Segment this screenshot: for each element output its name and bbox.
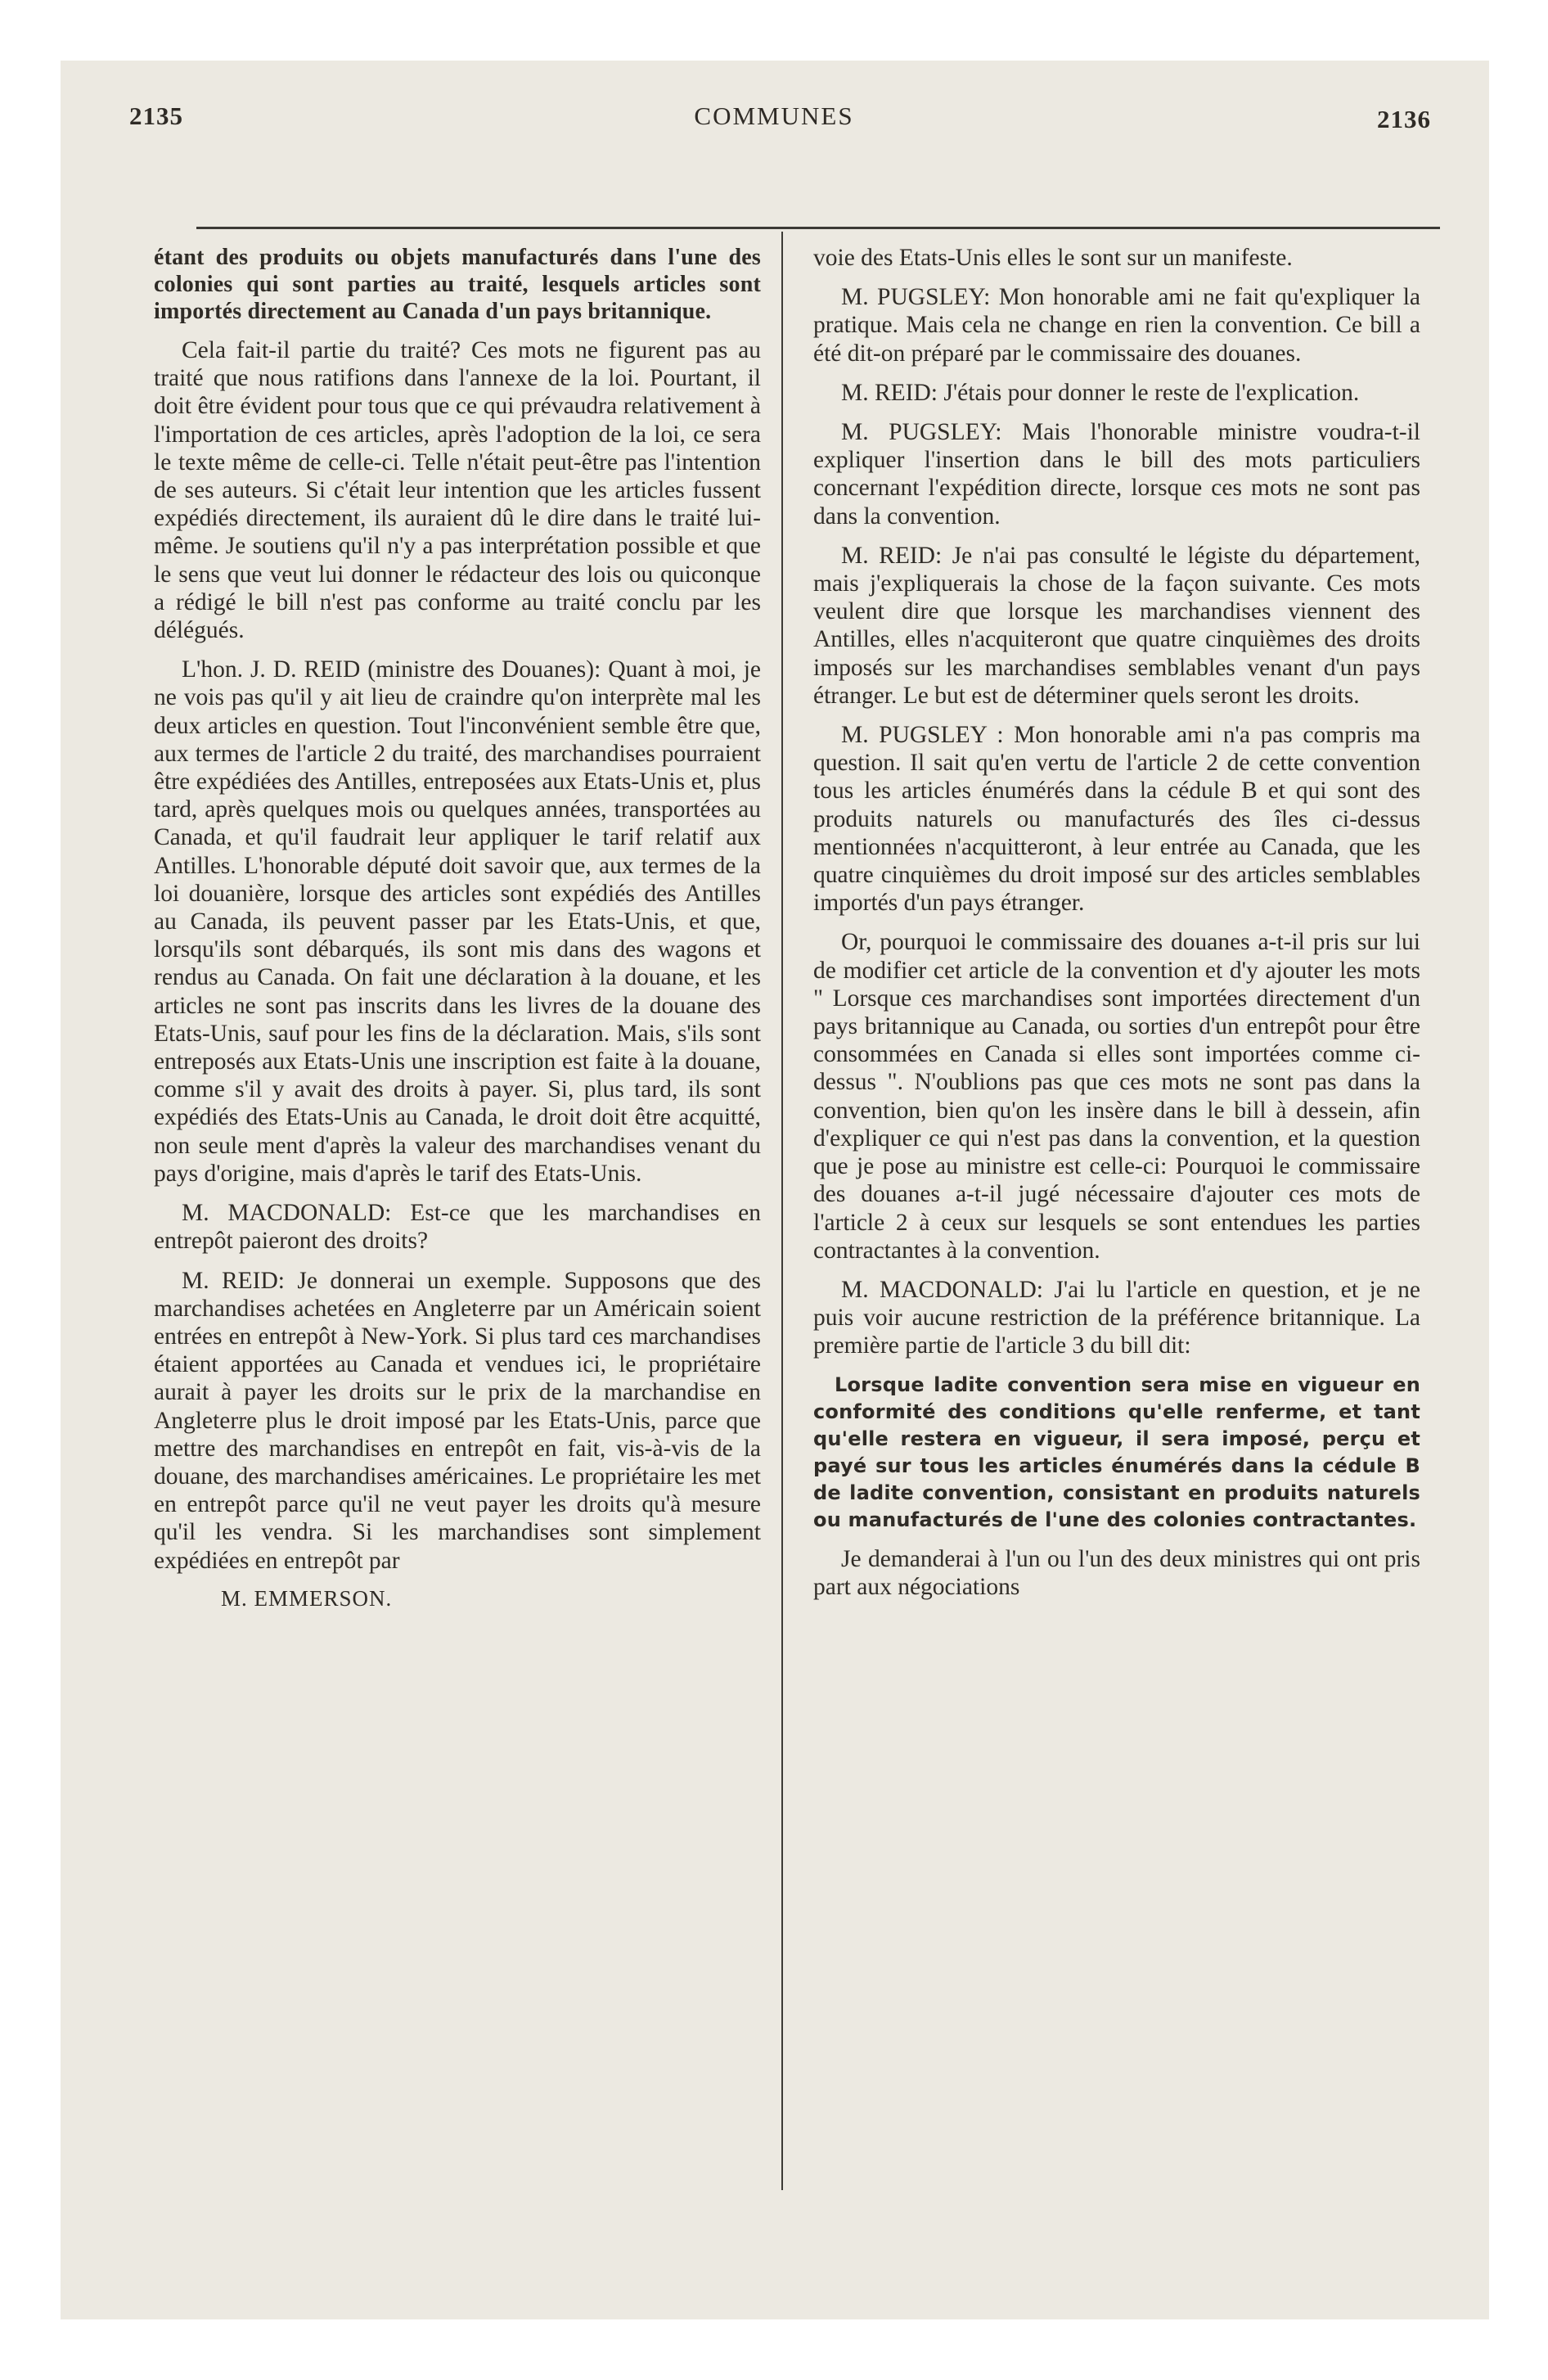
paragraph: L'hon. J. D. REID (ministre des Douanes): Quant à moi, je ne vois pas qu'il y ait lieu de craindre qu'on interprète mal les deux articles en question. Tout l'inconvénient semble être que, aux termes de l'article 2 du traité, des marchandises pourraient être expédiées des Antilles, entreposées aux Etats-Unis et, plus tard, après quelques mois ou quelques années, transportées au Canada, et qu'il faudrait leur appliquer le tarif relatif aux Antilles. L'honorable député doit savoir que, aux termes de la loi douanière, lorsque des articles sont expédiés des Antilles au Canada, ils peuvent passer par les Etats-Unis, et que, lorsqu'ils sont débarqués, ils sont mis dans des wagons et rendus au Canada. On fait une déclaration à la douane, et les articles ne sont pas inscrits dans les livres de la douane des Etats-Unis, sauf pour les fins de la déclaration. Mais, s'ils sont entreposés aux Etats-Unis une inscription est faite à la douane, comme s'il y avait des droits à payer. Si, plus tard, ils sont expédiés des Etats-Unis au Canada, le droit doit être acquitté, non seule ment d'après la valeur des marchandises venant du pays d'origine, mais d'après le tarif des Etats-Unis. (154, 656, 761, 1187)
paragraph: M. REID: J'étais pour donner le reste de l'explication. (841, 379, 1360, 406)
page-number-right: 2136 (1377, 105, 1431, 133)
paragraph: Je demanderai à l'un ou l'un des deux ministres qui ont pris part aux négociations (813, 1545, 1420, 1600)
left-column (154, 244, 761, 1611)
paragraph: Or, pourquoi le commissaire des douanes a-t-il pris sur lui de modifier cet article de la convention et d'y ajouter les mots " Lorsque ces marchandises sont importées directement d'un pays britannique au Canada, ou sorties d'un entrepôt pour être consommées en Canada si elles sont importées comme ci-dessus ". N'oublions pas que ces mots ne sont pas dans la convention, bien qu'on les insère dans le bill à dessein, afin d'expliquer ce qui n'est pas dans la convention, et la question que je pose au ministre est celle-ci: Pourquoi le commissaire des douanes a-t-il jugé nécessaire d'ajouter ces mots de l'article 2 à ceux sur lesquels se sont entendues les parties contractantes à la convention. (813, 929, 1420, 1264)
paragraph: étant des produits ou objets manufacturés dans l'une des colonies qui sont parties au traité, lesquels articles sont importés directement au Canada d'un pays britannique. (154, 245, 761, 324)
column-divider (781, 232, 783, 2190)
paragraph: M. MACDONALD: Est-ce que les marchandises en entrepôt paieront des droits? (154, 1200, 761, 1255)
quoted-text: Lorsque ladite convention sera mise en vigueur en conformité des conditions qu'elle renferme, et tant qu'elle restera en vigueur, il sera imposé, perçu et payé sur tous les articles énumérés dans la cédule B de ladite convention, consistant en produits naturels ou manufacturés de l'une des colonies contractantes. (813, 1373, 1420, 1531)
paragraph: M. MACDONALD: J'ai lu l'article en question, et je ne puis voir aucune restriction de la préférence britannique. La première partie de l'article 3 du bill dit: (813, 1276, 1420, 1359)
header-rule (196, 227, 1440, 229)
paragraph: M. PUGSLEY: Mais l'honorable ministre voudra-t-il expliquer l'insertion dans le bill des mots particuliers concernant l'expédition directe, lorsque ces mots ne sont pas dans la convention. (813, 419, 1420, 530)
page-number-left: 2135 (129, 101, 183, 130)
right-column (813, 244, 1420, 1612)
paragraph: M. PUGSLEY : Mon honorable ami n'a pas compris ma question. Il sait qu'en vertu de l'article 2 de cette convention tous les articles énumérés dans la cédule B et qui sont des produits naturels ou manufacturés des îles ci-dessus mentionnées n'acquitteront, à leur entrée au Canada, que les quatre cinquièmes du droit imposé sur des articles semblables importés d'un pays étranger. (813, 722, 1420, 917)
running-title: COMMUNES (694, 101, 854, 130)
signature-line: M. EMMERSON. (221, 1585, 393, 1611)
paragraph: voie des Etats-Unis elles le sont sur un manifeste. (813, 245, 1293, 271)
paragraph: M. REID: Je n'ai pas consulté le légiste du département, mais j'expliquerais la chose de la façon suivante. Ces mots veulent dire que lorsque les marchandises viennent des Antilles, elles n'acquiteront que quatre cinquièmes des droits imposés sur les marchandises semblables venant d'un pays étranger. Le but est de déterminer quels seront les droits. (813, 542, 1420, 709)
paragraph: M. REID: Je donnerai un exemple. Supposons que des marchandises achetées en Angleterre par un Américain soient entrées en entrepôt à New-York. Si plus tard ces marchandises étaient apportées au Canada et vendues ici, le propriétaire aurait à payer les droits sur le prix de la marchandise en Angleterre plus le droit imposé par les Etats-Unis, parce que mettre des marchandises en entrepôt en fait, vis-à-vis de la douane, des marchandises américaines. Le propriétaire les met en entrepôt parce qu'il ne veut payer les droits qu'à mesure qu'il les vendra. Si les marchandises sont simplement expédiées en entrepôt par (154, 1267, 761, 1574)
paragraph: M. PUGSLEY: Mon honorable ami ne fait qu'expliquer la pratique. Mais cela ne change en rien la convention. Ce bill a été dit-on préparé par le commissaire des douanes. (813, 284, 1420, 367)
paragraph: Cela fait-il partie du traité? Ces mots ne figurent pas au traité que nous ratifions dans l'annexe de la loi. Pourtant, il doit être évident pour tous que ce qui prévaudra relativement à l'importation de ces articles, après l'adoption de la loi, ce sera le texte même de celle-ci. Telle n'était peut-être pas l'intention de ses auteurs. Si c'était leur intention que les articles fussent expédiés directement, ils auraient dû le dire dans le traité lui-même. Je soutiens qu'il n'y a pas interprétation possible et que le sens que veut lui donner le rédacteur des lois ou quiconque a rédigé le bill n'est pas conforme au traité conclu par les délégués. (154, 337, 761, 644)
